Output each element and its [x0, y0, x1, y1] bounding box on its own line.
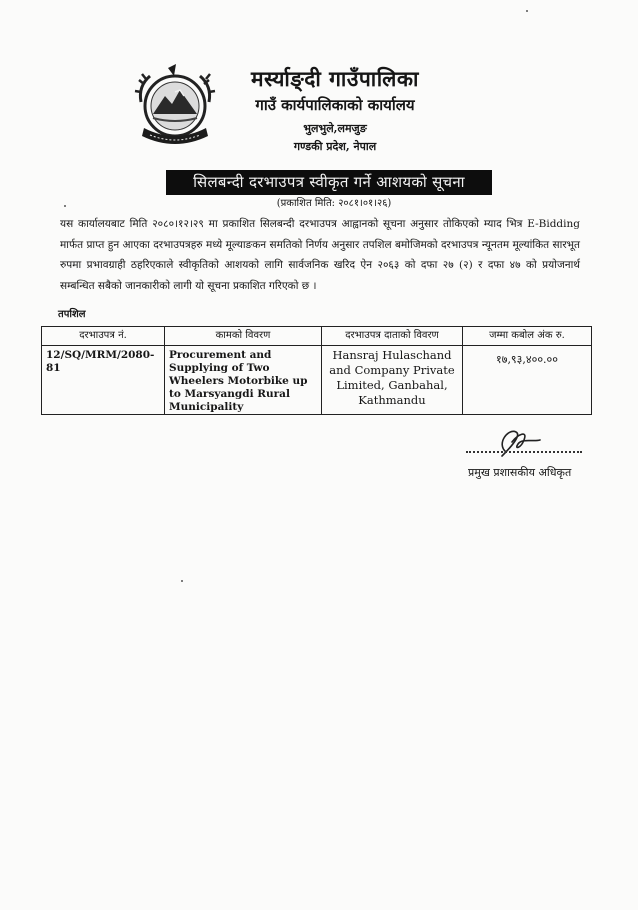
- cell-bid-no: 12/SQ/MRM/2080-81: [42, 346, 165, 415]
- column-header-bidder: दरभाउपत्र दाताको विवरण: [322, 327, 463, 346]
- table-header-row: [42, 327, 592, 346]
- column-header-bid-no: दरभाउपत्र नं.: [42, 327, 165, 346]
- published-date: (प्रकाशित मिति: २०८१।०१।२६): [276, 198, 392, 209]
- office-name: मर्स्याङ्दी गाउँपालिका: [250, 66, 419, 91]
- signature-line: [466, 447, 582, 453]
- notice-body: यस कार्यालयबाट मिति २०८०।१२।२९ मा प्रकाशित सिलबन्दी दरभाउपत्र आह्वानको सूचना अनुसार तोकिएको म्याद भित्र E-Bidding मार्फत प्राप्त हुन आएका दरभाउपत्रहरु मध्ये मूल्याङकन समतिको निर्णय अनुसार तपशिल बमोजिमको दरभाउपत्र न्यूनतम मूल्यांकित सारभूत रुपमा प्रभावग्राही ठहरिएकाले स्वीकृतिको आशयको लागि सार्वजनिक खरिद ऐन २०६३ को दफा २७ (२) र दफा ४७ को प्रयोजनार्थ सम्बन्धित सबैको जानकारीको लागी यो सूचना प्रकाशित गरिएको छ ।: [60, 218, 580, 292]
- office-header: [230, 66, 440, 156]
- cell-work: Procurement and Supplying of Two Wheelers Motorbike up to Marsyangdi Rural Municipality: [165, 346, 322, 415]
- notice-title: सिलबन्दी दरभाउपत्र स्वीकृत गर्ने आशयको सूचना: [166, 170, 492, 195]
- table-row: [42, 346, 592, 415]
- scan-speck: [181, 580, 183, 582]
- scan-speck: [526, 10, 528, 12]
- scan-speck: [64, 205, 66, 207]
- column-header-work: कामको विवरण: [165, 327, 322, 346]
- office-province: गण्डकी प्रदेश, नेपाल: [293, 140, 377, 153]
- details-label: तपशिल: [58, 309, 86, 320]
- signature-icon: [488, 422, 548, 462]
- office-location: भुलभुले,लमजुङ: [303, 122, 367, 135]
- column-header-amount: जम्मा कबोल अंक रु.: [463, 327, 592, 346]
- cell-bidder: Hansraj Hulaschand and Company Private Limited, Ganbahal, Kathmandu: [322, 346, 463, 415]
- bid-table: [41, 326, 592, 415]
- emblem-icon: [128, 62, 222, 150]
- designation: प्रमुख प्रशासकीय अधिकृत: [468, 466, 572, 479]
- office-subtitle: गाउँ कार्यपालिकाको कार्यालय: [255, 96, 415, 114]
- cell-amount: १७,९३,४००.००: [463, 346, 592, 415]
